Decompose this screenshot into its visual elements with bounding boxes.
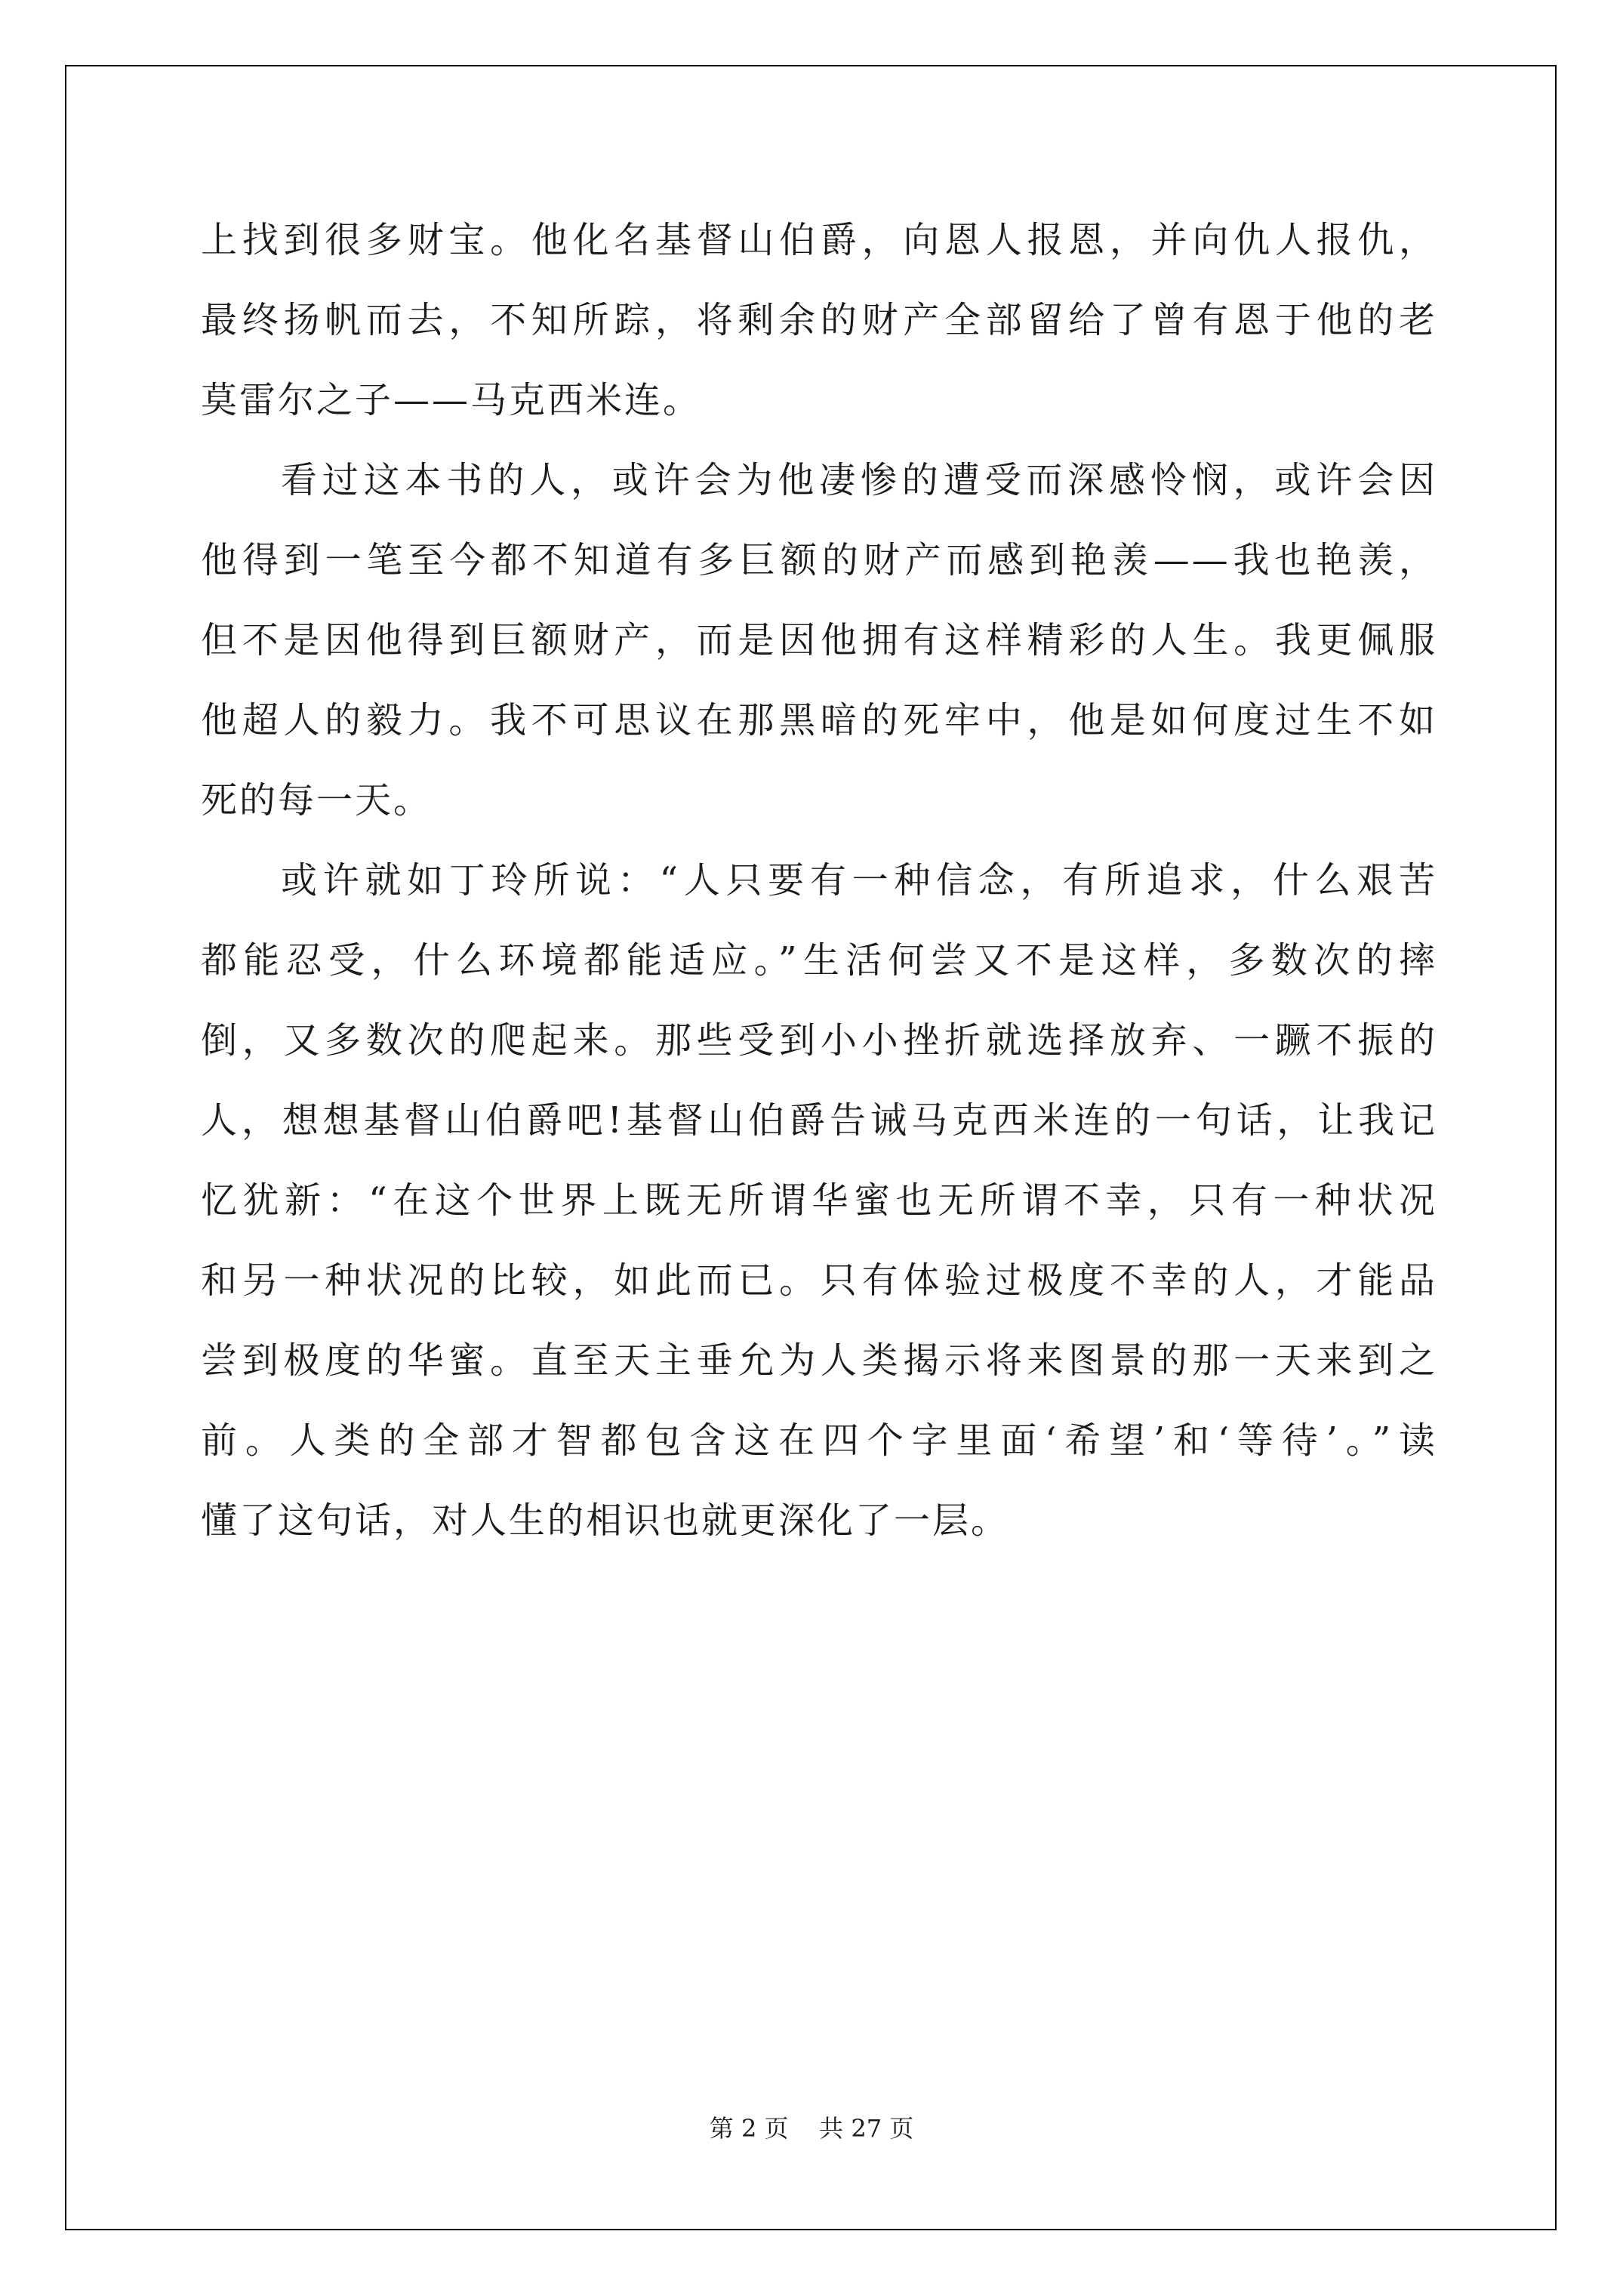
text-line: 上找到很多财宝。他化名基督山伯爵，向恩人报恩，并向仇人报仇， [201, 219, 1437, 261]
text-line: 和另一种状况的比较，如此而已。只有体验过极度不幸的人，才能品 [201, 1259, 1437, 1302]
text-line: 忆犹新：“在这个世界上既无所谓华蜜也无所谓不幸，只有一种状况 [201, 1179, 1437, 1222]
text-line: 死的每一天。 [201, 779, 433, 821]
text-line: 最终扬帆而去，不知所踪，将剩余的财产全部留给了曾有恩于他的老 [201, 299, 1437, 341]
page-number: 第 2 页 共 27 页 [709, 2114, 914, 2143]
text-line: 前。人类的全部才智都包含这在四个字里面‘希望’和‘等待’。”读 [201, 1419, 1437, 1462]
text-line: 懂了这句话，对人生的相识也就更深化了一层。 [201, 1499, 1010, 1542]
text-line: 尝到极度的华蜜。直至天主垂允为人类揭示将来图景的那一天来到之 [201, 1339, 1437, 1382]
text-line: 莫雷尔之子——马克西米连。 [201, 379, 702, 421]
text-line: 人，想想基督山伯爵吧!基督山伯爵告诫马克西米连的一句话，让我记 [201, 1099, 1437, 1142]
text-line: 倒，又多数次的爬起来。那些受到小小挫折就选择放弃、一蹶不振的 [201, 1019, 1437, 1062]
text-line: 但不是因他得到巨额财产，而是因他拥有这样精彩的人生。我更佩服 [201, 619, 1437, 661]
document-body [201, 200, 1437, 1561]
text-line: 都能忍受，什么环境都能适应。”生活何尝又不是这样，多数次的摔 [201, 939, 1437, 982]
text-line: 他超人的毅力。我不可思议在那黑暗的死牢中，他是如何度过生不如 [201, 699, 1437, 741]
paragraph-first-line: 看过这本书的人，或许会为他凄惨的遭受而深感怜悯，或许会因 [281, 459, 1437, 501]
text-line: 他得到一笔至今都不知道有多巨额的财产而感到艳羡——我也艳羡， [201, 539, 1437, 581]
paragraph-first-line: 或许就如丁玲所说：“人只要有一种信念，有所追求，什么艰苦 [281, 859, 1437, 901]
